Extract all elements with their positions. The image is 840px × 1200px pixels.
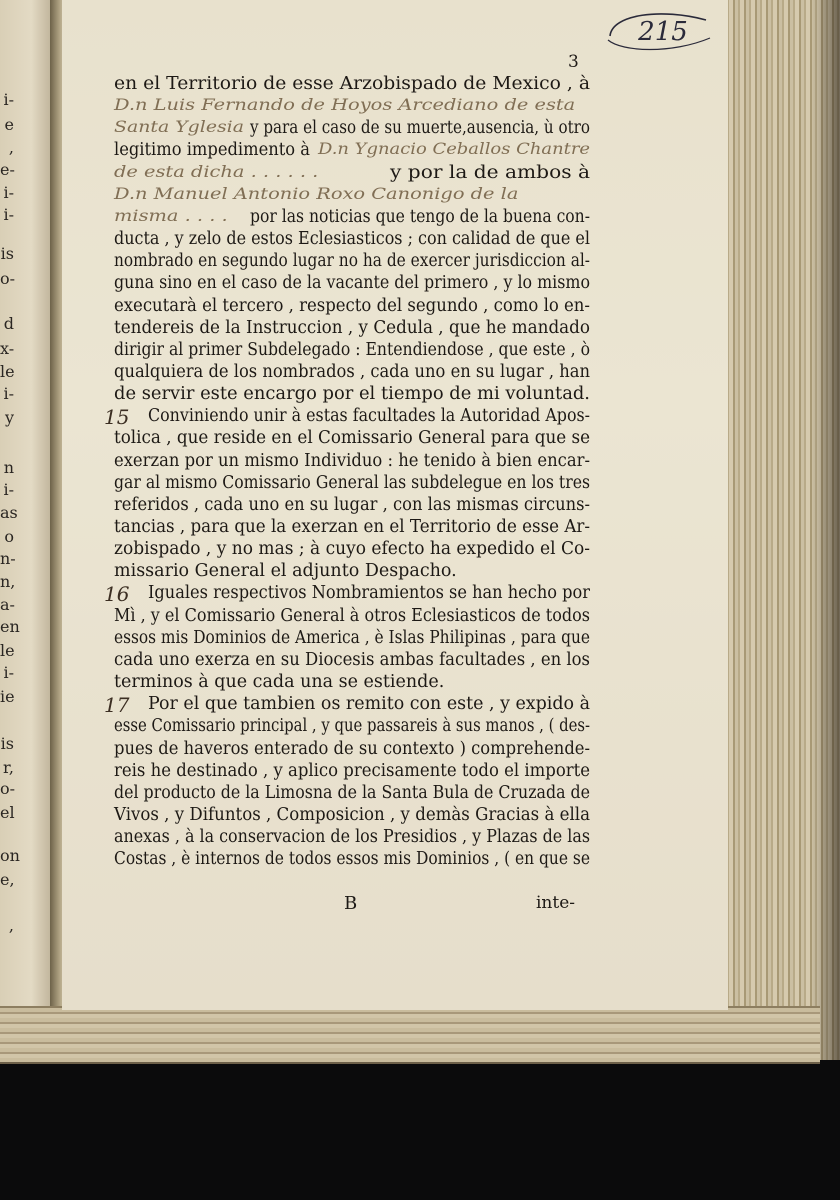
facing-page-text-fragment: i- xyxy=(3,384,14,403)
text-line: anexas , à la conservacion de los Presidios , y Plazas de las xyxy=(114,827,590,848)
text-line: Iguales respectivos Nombramientos se han hecho por xyxy=(148,583,590,604)
handwritten-annotation: D.n Ygnacio Ceballos Chantre xyxy=(318,140,590,159)
handwritten-annotation: D.n Luis Fernando de Hoyos Arcediano de esta xyxy=(114,96,576,115)
facing-page-text-fragment: , xyxy=(8,916,14,935)
text-line: en el Territorio de esse Arzobispado de Mexico , à xyxy=(114,74,590,94)
text-line: tendereis de la Instruccion , y Cedula , que he mandado xyxy=(114,317,590,338)
text-line: executarà el tercero , respecto del segundo , como lo en- xyxy=(114,295,590,316)
handwritten-annotation: de esta dicha . . . . . . xyxy=(114,162,319,181)
text-line: Mì , y el Comissario General à otros Eclesiasticos de todos xyxy=(114,605,590,626)
facing-page-text-fragment: le xyxy=(0,641,15,660)
text-line: guna sino en el caso de la vacante del primero , y lo mismo xyxy=(114,273,590,294)
text-line: tancias , para que la exerzan en el Territorio de esse Ar- xyxy=(114,517,590,537)
text-line: missario General el adjunto Despacho. xyxy=(114,561,457,582)
facing-page-text-fragment: d xyxy=(3,314,14,333)
facing-page-text-fragment: as xyxy=(0,503,18,522)
facing-page-text-fragment: o xyxy=(4,527,14,546)
facing-page-text-fragment: i- xyxy=(3,480,14,499)
text-line: reis he destinado , y aplico precisamente todo el importe xyxy=(114,760,590,781)
folio-number: 215 xyxy=(638,17,688,47)
text-line: Conviniendo unir à estas facultades la Autoridad Apos- xyxy=(148,406,590,427)
fore-edge-shadow xyxy=(812,0,840,1060)
text-line: qualquiera de los nombrados , cada uno en su lugar , han xyxy=(114,361,590,382)
facing-page-text-fragment: el xyxy=(0,803,15,822)
text-line: Costas , è internos de todos essos mis Dominios , ( en que se xyxy=(114,849,590,870)
facing-page-text-fragment: a- xyxy=(0,595,15,614)
text-line: y para el caso de su muerte,ausencia, ù otro xyxy=(250,118,590,139)
facing-page-text-fragment: is xyxy=(0,244,14,263)
text-line: de servir este encargo por el tiempo de mi voluntad. xyxy=(114,384,590,405)
text-line: del producto de la Limosna de la Santa Bula de Cruzada de xyxy=(114,782,590,803)
facing-page-text-fragment: y xyxy=(4,408,14,427)
text-line: Vivos , y Difuntos , Composicion , y demàs Gracias à ella xyxy=(114,804,590,825)
handwritten-annotation: misma . . . . xyxy=(114,206,228,225)
text-line: esse Comissario principal , y que passareis à sus manos , ( des- xyxy=(114,716,590,737)
signature-mark: B xyxy=(344,893,358,914)
text-line: terminos à que cada una se estiende. xyxy=(114,672,445,693)
facing-page-text-fragment: en xyxy=(0,617,20,636)
paragraph-number: 15 xyxy=(104,405,130,430)
text-line: ducta , y zelo de estos Eclesiasticos ; con calidad de que el xyxy=(114,229,590,250)
text-line: por las noticias que tengo de la buena con- xyxy=(250,206,590,227)
facing-page-text-fragment: e xyxy=(4,115,14,134)
facing-page-text-fragment: i- xyxy=(3,183,14,202)
facing-page-text-fragment: e- xyxy=(0,160,15,179)
text-line: gar al mismo Comissario General las subdelegue en los tres xyxy=(114,472,590,493)
facing-page-text-fragment: ie xyxy=(0,687,15,706)
facing-page-text-fragment: o- xyxy=(0,269,16,288)
facing-page-text-fragment: , xyxy=(8,138,14,157)
facing-page-text-fragment: o- xyxy=(0,779,16,798)
facing-page-text-fragment: i- xyxy=(3,205,14,224)
page-number: 3 xyxy=(568,52,579,72)
facing-page-text-fragment: n- xyxy=(0,549,16,568)
text-line: cada uno exerza en su Diocesis ambas facultades , en los xyxy=(114,649,590,670)
text-line: exerzan por un mismo Individuo : he tenido à bien encar- xyxy=(114,450,590,471)
text-line: legitimo impedimento à xyxy=(114,140,310,161)
facing-page-text-fragment: n xyxy=(3,458,14,477)
book-bottom-edge xyxy=(0,1006,820,1064)
facing-page-text-fragment: x- xyxy=(0,339,15,358)
facing-page-edge xyxy=(0,0,54,1030)
facing-page-text-fragment: i- xyxy=(3,90,14,109)
facing-page-text-fragment: e, xyxy=(0,870,15,889)
text-line: zobispado , y no mas ; à cuyo efecto ha expedido el Co- xyxy=(114,539,590,560)
text-line: tolica , que reside en el Comissario General para que se xyxy=(114,428,590,449)
text-line: pues de haveros enterado de su contexto ) comprehende- xyxy=(114,738,590,759)
facing-page-text-fragment: r, xyxy=(3,758,14,777)
facing-page-text-fragment: i- xyxy=(3,663,14,682)
paragraph-number: 17 xyxy=(104,693,130,718)
facing-page-text-fragment: on xyxy=(0,846,20,865)
facing-page-text-fragment: le xyxy=(0,362,15,381)
text-line: referidos , cada uno en su lugar , con las mismas circuns- xyxy=(114,494,590,515)
handwritten-annotation: D.n Manuel Antonio Roxo Canonigo de la xyxy=(114,184,519,203)
text-line: nombrado en segundo lugar no ha de exercer jurisdiccion al- xyxy=(114,251,590,272)
text-line: dirigir al primer Subdelegado : Entendiendose , que este , ò xyxy=(114,339,590,360)
facing-page-text-fragment: n, xyxy=(0,572,16,591)
text-line: y por la de ambos à xyxy=(390,162,590,183)
text-line: Por el que tambien os remito con este , y expido à xyxy=(148,694,590,715)
paragraph-number: 16 xyxy=(104,582,130,607)
text-line: essos mis Dominios de America , è Islas Philipinas , para que xyxy=(114,627,590,648)
facing-page-text-fragment: is xyxy=(0,734,14,753)
catchword: inte- xyxy=(536,893,576,913)
handwritten-annotation: Santa Yglesia xyxy=(114,118,244,137)
